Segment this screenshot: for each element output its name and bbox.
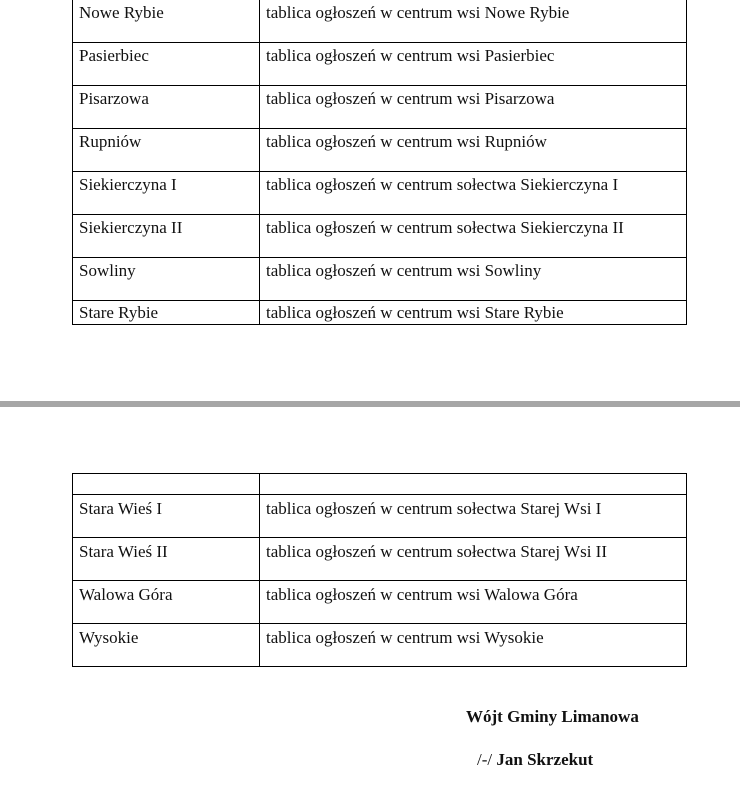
village-name-cell: Sowliny — [73, 258, 260, 301]
village-name-cell: Stara Wieś I — [73, 495, 260, 538]
header-cell — [260, 474, 687, 495]
table-row — [73, 43, 687, 86]
village-name-cell: Siekierczyna II — [73, 215, 260, 258]
notice-location-cell: tablica ogłoszeń w centrum sołectwa Siekierczyna II — [260, 215, 687, 258]
table-row — [73, 172, 687, 215]
notice-location-cell: tablica ogłoszeń w centrum wsi Sowliny — [260, 258, 687, 301]
table-row — [73, 301, 687, 325]
page-break-divider — [0, 401, 740, 407]
village-name-cell: Stara Wieś II — [73, 538, 260, 581]
table-row — [73, 129, 687, 172]
notice-location-cell: tablica ogłoszeń w centrum wsi Pasierbiec — [260, 43, 687, 86]
notice-location-cell: tablica ogłoszeń w centrum wsi Walowa Góra — [260, 581, 687, 624]
notice-location-cell: tablica ogłoszeń w centrum wsi Wysokie — [260, 624, 687, 667]
signatory-name: Jan Skrzekut — [496, 750, 594, 769]
notice-location-cell: tablica ogłoszeń w centrum wsi Nowe Rybie — [260, 0, 687, 43]
table-header-row — [73, 474, 687, 495]
header-cell — [73, 474, 260, 495]
village-name-cell: Siekierczyna I — [73, 172, 260, 215]
notice-location-cell: tablica ogłoszeń w centrum sołectwa Starej Wsi I — [260, 495, 687, 538]
signature-prefix: /-/ — [477, 750, 493, 769]
table-row — [73, 0, 687, 43]
table-row — [73, 624, 687, 667]
table-row — [73, 258, 687, 301]
signature-block — [477, 750, 593, 770]
table-row — [73, 538, 687, 581]
village-name-cell: Nowe Rybie — [73, 0, 260, 43]
table-row — [73, 581, 687, 624]
notice-location-cell: tablica ogłoszeń w centrum sołectwa Siekierczyna I — [260, 172, 687, 215]
notice-location-cell: tablica ogłoszeń w centrum wsi Pisarzowa — [260, 86, 687, 129]
signature-title: Wójt Gminy Limanowa — [466, 707, 639, 726]
table-row — [73, 495, 687, 538]
village-name-cell: Pisarzowa — [73, 86, 260, 129]
notice-location-cell: tablica ogłoszeń w centrum sołectwa Starej Wsi II — [260, 538, 687, 581]
village-name-cell: Stare Rybie — [73, 301, 260, 325]
notice-location-cell: tablica ogłoszeń w centrum wsi Rupniów — [260, 129, 687, 172]
village-name-cell: Pasierbiec — [73, 43, 260, 86]
village-name-cell: Wysokie — [73, 624, 260, 667]
table-row — [73, 215, 687, 258]
notice-board-table-top — [72, 0, 687, 325]
notice-location-cell: tablica ogłoszeń w centrum wsi Stare Rybie — [260, 301, 687, 325]
village-name-cell: Rupniów — [73, 129, 260, 172]
notice-board-table-bottom — [72, 473, 687, 667]
table-row — [73, 86, 687, 129]
village-name-cell: Walowa Góra — [73, 581, 260, 624]
